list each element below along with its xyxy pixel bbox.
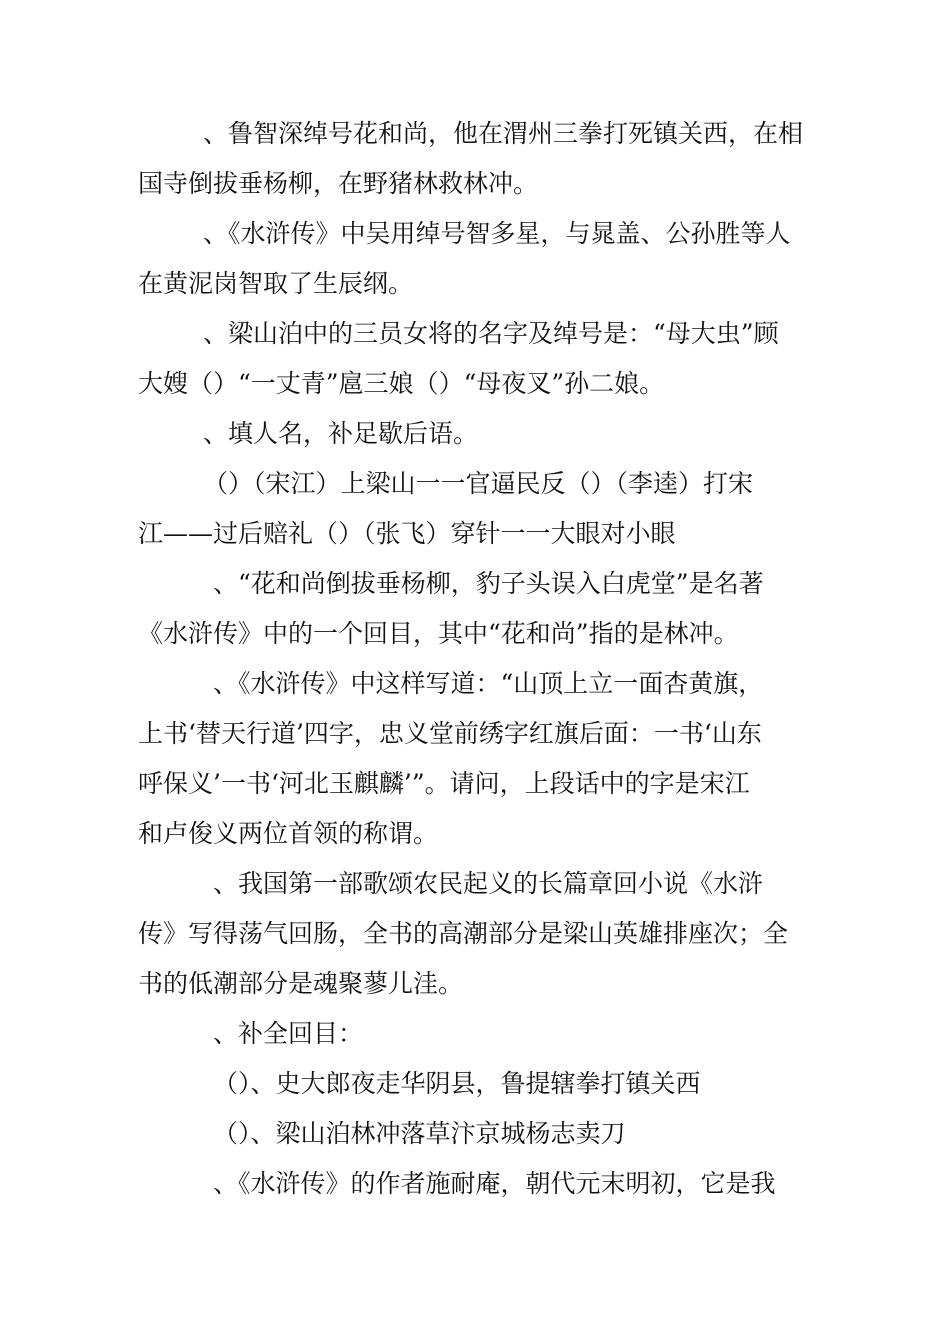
text-line: 、我国第一部歌颂农民起义的长篇章回小说《水浒: [213, 869, 764, 898]
text-line: 《水浒传》中的一个回目，其中“花和尚”指的是林冲。: [138, 619, 739, 648]
text-line: 呼保义’一书‘河北玉麒麟’”。请问，上段话中的字是宋江: [138, 769, 750, 798]
text-line: 、“花和尚倒拔垂杨柳，豹子头误入白虎堂”是名著: [213, 569, 764, 598]
text-line: 和卢俊义两位首领的称谓。: [138, 819, 439, 848]
text-line: 、梁山泊中的三员女将的名字及绰号是：“母大虫”顾: [203, 319, 779, 348]
text-line: 、补全回目：: [213, 1019, 364, 1048]
text-line: 在黄泥岗智取了生辰纲。: [138, 269, 414, 298]
text-line: 江——过后赔礼（）（张飞）穿针一一大眼对小眼: [138, 519, 676, 548]
text-line: 、鲁智深绰号花和尚，他在渭州三拳打死镇关西，在相: [203, 119, 804, 148]
text-line: 大嫂（）“一丈青”扈三娘（）“母夜叉”孙二娘。: [138, 369, 665, 398]
text-line: 上书‘替天行道’四字，忠义堂前绣字红旗后面：一书‘山东: [138, 719, 762, 748]
text-line: 、《水浒传》的作者施耐庵，朝代元末明初，它是我: [213, 1169, 776, 1198]
text-line: 、《水浒传》中这样写道：“山顶上立一面杏黄旗，: [213, 669, 764, 698]
text-line: 书的低潮部分是魂聚蓼儿洼。: [138, 969, 464, 998]
text-line: 国寺倒拔垂杨柳，在野猪林救林冲。: [138, 169, 539, 198]
text-line: 传》写得荡气回肠，全书的高潮部分是梁山英雄排座次；全: [138, 919, 789, 948]
text-line: （）（宋江）上梁山一一官逼民反（）（李逵）打宋: [203, 469, 754, 498]
text-line: （）、梁山泊林冲落草汴京城杨志卖刀: [213, 1119, 626, 1148]
text-line: 、填人名，补足歇后语。: [203, 419, 479, 448]
text-line: （）、史大郎夜走华阴县，鲁提辖拳打镇关西: [213, 1069, 701, 1098]
text-line: 、《水浒传》中吴用绰号智多星，与晁盖、公孙胜等人: [203, 219, 791, 248]
